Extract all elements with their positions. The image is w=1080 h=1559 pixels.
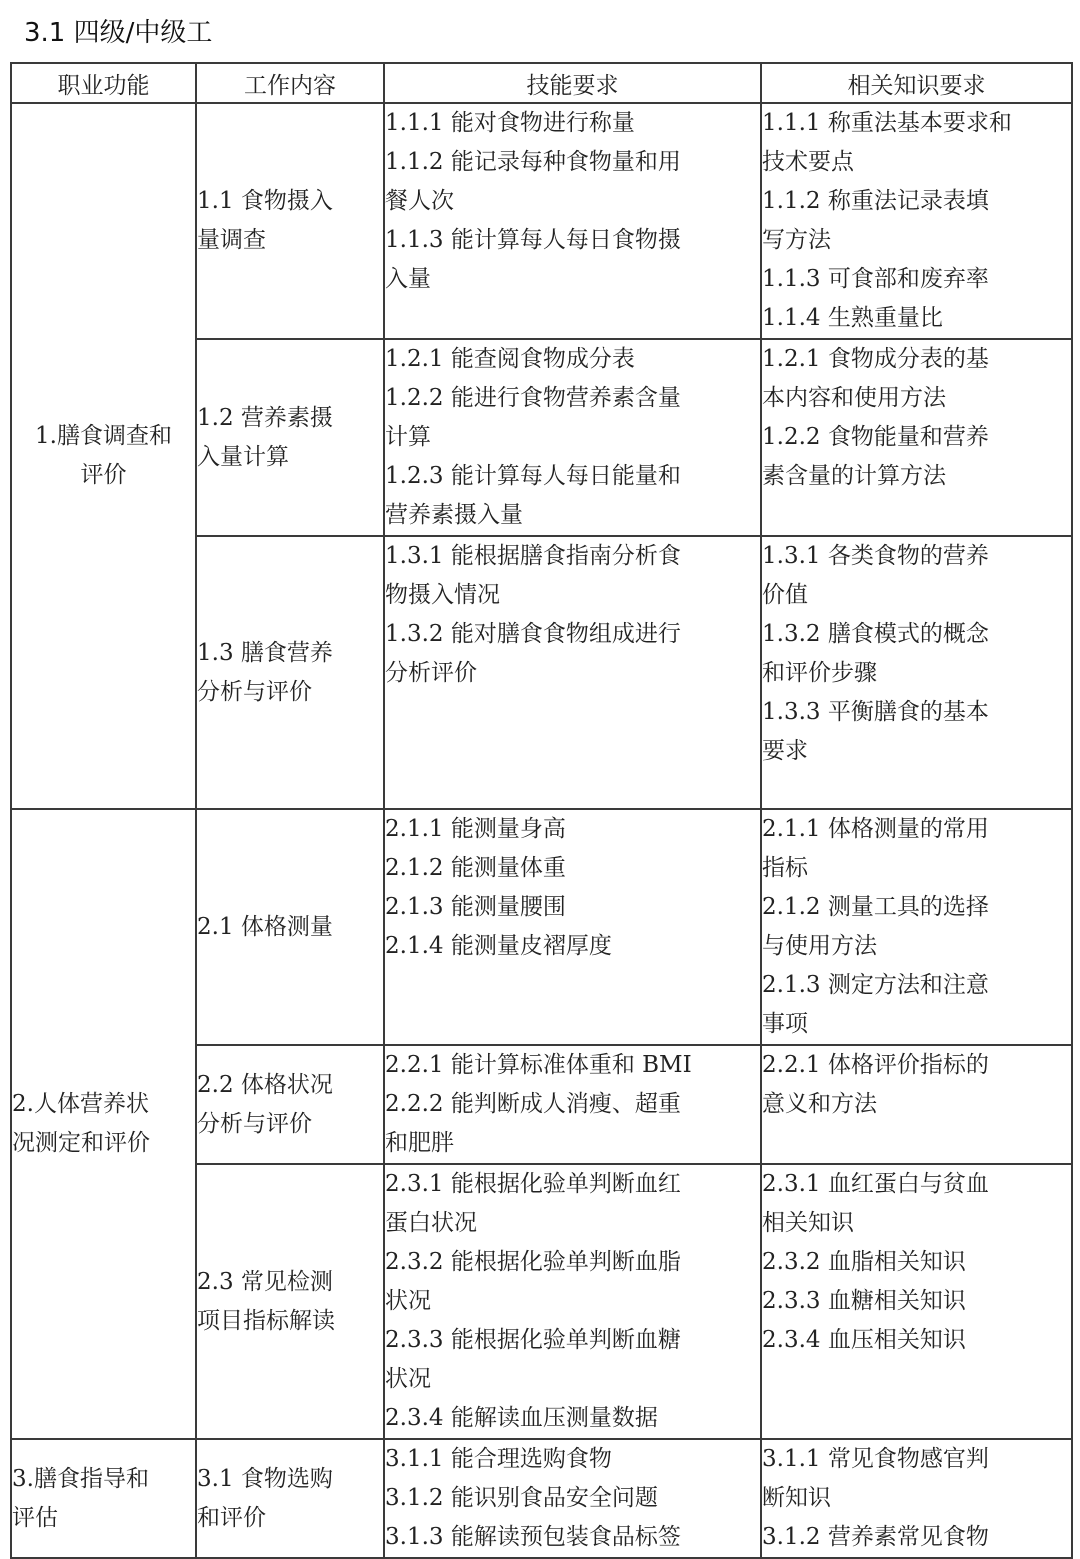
header-row [11, 63, 1072, 103]
knowledge-text: 2.1.1 体格测量的常用 指标 2.1.2 测量工具的选择 与使用方法 2.1.3 测定方法和注意 事项 [762, 816, 989, 1037]
work-content-text: 2.3 常见检测 项目指标解读 [197, 1268, 335, 1334]
work-content-text: 1.3 膳食营养 分析与评价 [197, 639, 333, 705]
skill-cell [384, 339, 761, 536]
work-content-cell [196, 1164, 384, 1439]
function-cell [11, 103, 196, 809]
knowledge-cell [761, 1439, 1072, 1558]
knowledge-text: 1.1.1 称重法基本要求和 技术要点 1.1.2 称重法记录表填 写方法 1.1.3 可食部和废弃率 1.1.4 生熟重量比 [762, 110, 1012, 331]
skill-text: 2.2.1 能计算标准体重和 BMI 2.2.2 能判断成人消瘦、超重 和肥胖 [385, 1052, 692, 1156]
knowledge-text: 1.3.1 各类食物的营养 价值 1.3.2 膳食模式的概念 和评价步骤 1.3.3 平衡膳食的基本 要求 [762, 543, 989, 764]
work-content-text: 2.2 体格状况 分析与评价 [197, 1071, 333, 1137]
function-text: 1.膳食调查和 评价 [35, 423, 172, 488]
header-knowledge-requirements: 相关知识要求 [761, 63, 1072, 103]
header-skill-requirements: 技能要求 [384, 63, 761, 103]
function-text: 2.人体营养状 况测定和评价 [12, 1091, 150, 1156]
knowledge-cell [761, 1164, 1072, 1439]
skill-text: 1.2.1 能查阅食物成分表 1.2.2 能进行食物营养素含量 计算 1.2.3 能计算每人每日能量和 营养素摄入量 [385, 346, 681, 528]
skill-text: 1.1.1 能对食物进行称量 1.1.2 能记录每种食物量和用 餐人次 1.1.3 能计算每人每日食物摄 入量 [385, 110, 681, 292]
work-content-cell [196, 1439, 384, 1558]
work-content-cell [196, 1045, 384, 1164]
knowledge-text: 2.2.1 体格评价指标的 意义和方法 [762, 1052, 989, 1117]
skill-text: 2.1.1 能测量身高 2.1.2 能测量体重 2.1.3 能测量腰围 2.1.4 能测量皮褶厚度 [385, 816, 612, 959]
function-cell [11, 809, 196, 1439]
skill-text: 1.3.1 能根据膳食指南分析食 物摄入情况 1.3.2 能对膳食食物组成进行 分析评价 [385, 543, 681, 686]
table-row [11, 809, 1072, 1045]
knowledge-cell [761, 809, 1072, 1045]
work-content-cell [196, 339, 384, 536]
knowledge-text: 1.2.1 食物成分表的基 本内容和使用方法 1.2.2 食物能量和营养 素含量的计算方法 [762, 346, 989, 489]
skill-text: 2.3.1 能根据化验单判断血红 蛋白状况 2.3.2 能根据化验单判断血脂 状况 2.3.3 能根据化验单判断血糖 状况 2.3.4 能解读血压测量数据 [385, 1171, 681, 1431]
function-text: 3.膳食指导和 评估 [12, 1465, 149, 1531]
work-content-text: 3.1 食物选购 和评价 [197, 1465, 333, 1531]
skill-cell [384, 103, 761, 339]
knowledge-text: 2.3.1 血红蛋白与贫血 相关知识 2.3.2 血脂相关知识 2.3.3 血糖相关知识 2.3.4 血压相关知识 [762, 1171, 989, 1353]
knowledge-cell [761, 103, 1072, 339]
skill-cell [384, 536, 761, 809]
work-content-text: 2.1 体格测量 [197, 913, 333, 940]
work-content-cell [196, 809, 384, 1045]
skill-cell [384, 809, 761, 1045]
work-content-text: 1.2 营养素摄 入量计算 [197, 404, 333, 470]
skill-cell [384, 1045, 761, 1164]
work-content-cell [196, 536, 384, 809]
knowledge-cell [761, 536, 1072, 809]
knowledge-text: 3.1.1 常见食物感官判 断知识 3.1.2 营养素常见食物 [762, 1446, 989, 1550]
knowledge-cell [761, 339, 1072, 536]
knowledge-cell [761, 1045, 1072, 1164]
work-content-text: 1.1 食物摄入 量调查 [197, 188, 333, 253]
table-row [11, 103, 1072, 339]
skill-requirements-table [10, 62, 1073, 1559]
skill-cell [384, 1439, 761, 1558]
skill-text: 3.1.1 能合理选购食物 3.1.2 能识别食品安全问题 3.1.3 能解读预包装食品标签 [385, 1446, 681, 1550]
section-title: 3.1 四级/中级工 [24, 18, 213, 48]
skill-cell [384, 1164, 761, 1439]
work-content-cell [196, 103, 384, 339]
header-work-content: 工作内容 [196, 63, 384, 103]
header-function: 职业功能 [11, 63, 196, 103]
function-cell [11, 1439, 196, 1558]
table-row [11, 1439, 1072, 1558]
